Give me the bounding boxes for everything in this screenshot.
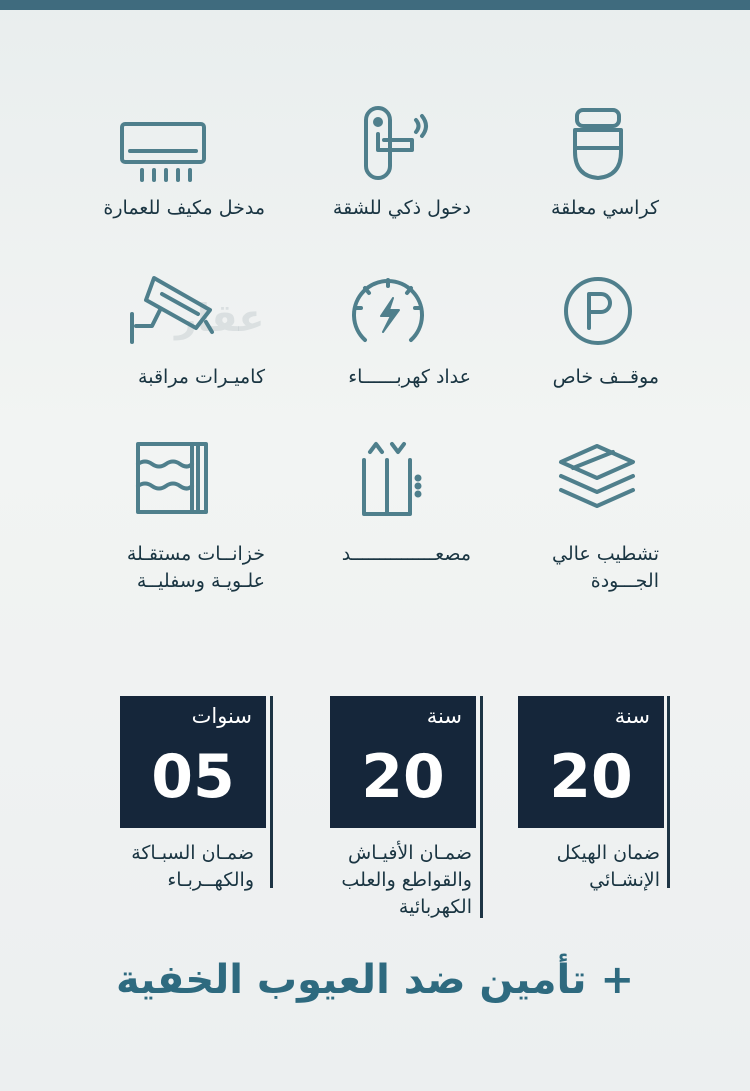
feature-label-smart-entry: دخول ذكي للشقة (332, 197, 471, 219)
security-camera-icon (126, 270, 216, 350)
feature-label-parking: موقــف خاص (552, 366, 659, 388)
feature-label-wall-toilets: كراسي معلقة (550, 197, 659, 219)
warranty-label-line2: والقواطع والعلب (341, 869, 472, 891)
warranty-card-plumbing (120, 696, 266, 828)
feature-label-finishing-2: الجـــودة (590, 570, 659, 592)
warranty-divider (480, 696, 483, 918)
top-accent-bar (0, 0, 750, 10)
warranty-unit: سنة (614, 704, 650, 728)
warranty-label-line1: ضمـان السبـاكة (131, 842, 254, 864)
hidden-defects-insurance: + تأمين ضد العيوب الخفية (116, 957, 634, 1003)
warranty-value: 20 (549, 742, 633, 812)
electric-meter-icon (343, 270, 433, 346)
warranty-divider (270, 696, 273, 888)
smart-lock-icon (350, 104, 440, 182)
parking-icon (553, 276, 643, 346)
warranty-label-line2: الإنشـائي (589, 869, 660, 891)
feature-label-finishing: تشطيب عالي (551, 543, 659, 565)
layers-icon (553, 440, 643, 516)
warranty-label-line2: والكهــربـاء (167, 869, 254, 891)
feature-label-tanks-2: علـويـة وسفليــة (136, 570, 265, 592)
feature-label-tanks: خزانــات مستقـلة (126, 543, 265, 565)
warranty-value: 05 (151, 742, 235, 812)
toilet-icon (553, 106, 643, 182)
feature-label-elevator: مصعـــــــــــــــد (341, 543, 471, 565)
warranty-label-line3: الكهربائية (398, 896, 472, 918)
warranty-label-line1: ضمان الهيكل (556, 842, 660, 864)
warranty-card-structure (518, 696, 664, 828)
elevator-icon (350, 440, 440, 516)
watermark-logo: عقار (175, 296, 265, 340)
feature-label-meter: عداد كهربــــــاء (348, 366, 471, 388)
warranty-unit: سنة (426, 704, 462, 728)
warranty-card-sockets (330, 696, 476, 828)
water-tank-icon (130, 440, 220, 516)
feature-label-ac: مدخل مكيف للعمارة (103, 197, 265, 219)
wall-ac-icon (118, 118, 208, 188)
warranty-unit: سنوات (191, 704, 252, 728)
feature-label-cameras: كاميـرات مراقبة (138, 366, 265, 388)
warranty-divider (667, 696, 670, 888)
warranty-value: 20 (361, 742, 445, 812)
warranty-label-line1: ضمـان الأفيـاش (348, 842, 472, 864)
